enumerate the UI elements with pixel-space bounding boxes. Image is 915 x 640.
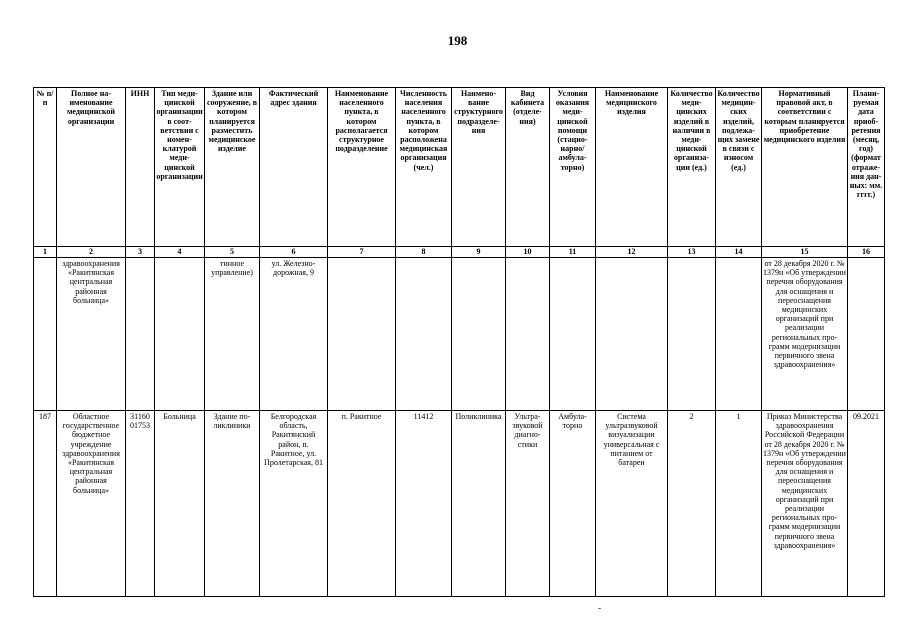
header-cell: Количество медицинских изделий, подлежащих замене в связи с износом (ед.) bbox=[716, 88, 762, 247]
table-cell: здравоохранения «Ракитянская центральная районная больница» bbox=[57, 258, 126, 411]
table-row bbox=[34, 258, 885, 411]
header-cell: Количество медицинских изделий в наличии в медицинской организации (ед.) bbox=[668, 88, 716, 247]
table-cell: ул. Железнодорожная, 9 bbox=[260, 258, 328, 411]
header-cell: Условия оказания медицинской помощи (стационарно/ амбулаторно) bbox=[550, 88, 596, 247]
table-cell: 31160 01753 bbox=[126, 411, 155, 597]
column-number: 5 bbox=[205, 247, 260, 258]
equipment-table bbox=[33, 87, 885, 597]
column-number: 4 bbox=[155, 247, 205, 258]
table-cell: 11412 bbox=[396, 411, 452, 597]
table-cell bbox=[396, 258, 452, 411]
header-cell: № п/п bbox=[34, 88, 57, 247]
table-cell: 09.2021 bbox=[848, 411, 885, 597]
table-cell: Поликлиника bbox=[452, 411, 506, 597]
table-cell bbox=[506, 258, 550, 411]
column-number: 15 bbox=[762, 247, 848, 258]
header-cell: Планируемая дата приобретения (месяц, год) (формат отражения данных: мм. гггг.) bbox=[848, 88, 885, 247]
column-number: 6 bbox=[260, 247, 328, 258]
table-cell bbox=[34, 258, 57, 411]
table-cell: Больница bbox=[155, 411, 205, 597]
page-number: 198 bbox=[447, 33, 468, 48]
column-number: 16 bbox=[848, 247, 885, 258]
table-cell: Система ультразвуковой визуализации универсальная с питанием от батареи bbox=[596, 411, 668, 597]
column-number: 12 bbox=[596, 247, 668, 258]
table-cell: Амбулаторно bbox=[550, 411, 596, 597]
table-cell bbox=[848, 258, 885, 411]
column-number: 8 bbox=[396, 247, 452, 258]
table-cell bbox=[550, 258, 596, 411]
table-row bbox=[34, 411, 885, 597]
column-number: 13 bbox=[668, 247, 716, 258]
table-cell: тинное управление) bbox=[205, 258, 260, 411]
column-number: 14 bbox=[716, 247, 762, 258]
table-cell bbox=[668, 258, 716, 411]
header-cell: Численность населения населенного пункта, в котором расположена медицинская организация (чел.) bbox=[396, 88, 452, 247]
header-cell: Здание или сооружение, в котором планируется разместить медицинское изделие bbox=[205, 88, 260, 247]
header-cell: Наименование населенного пункта, в котором располагается структурное подразделение bbox=[328, 88, 396, 247]
header-cell: Тип медицинской организации в соответствии с номенклатурой медицинской организации bbox=[155, 88, 205, 247]
scan-mark bbox=[598, 608, 601, 609]
table-cell: 2 bbox=[668, 411, 716, 597]
column-number-row bbox=[34, 247, 885, 258]
column-number: 7 bbox=[328, 247, 396, 258]
table-cell: Белгородская область, Ракитянский район, п. Ракитное, ул. Пролетарская, 81 bbox=[260, 411, 328, 597]
table-cell bbox=[328, 258, 396, 411]
header-cell: Вид кабинета (отделения) bbox=[506, 88, 550, 247]
header-cell: Наименование структурного подразделения bbox=[452, 88, 506, 247]
header-cell: Наименование медицинского изделия bbox=[596, 88, 668, 247]
table-cell bbox=[126, 258, 155, 411]
header-row bbox=[34, 88, 885, 247]
table-cell: Приказ Министерства здравоохранения Российской Федерации от 28 декабря 2020 г. № 1379н «Об утверждении перечня оборудования для оснащения и переоснащения медицинских организаций при реализации региональных программ модернизации первичного звена здравоохранения» bbox=[762, 411, 848, 597]
table-cell bbox=[155, 258, 205, 411]
header-cell: Полное наименование медицинской организации bbox=[57, 88, 126, 247]
table-cell: 1 bbox=[716, 411, 762, 597]
header-cell: Фактический адрес здания bbox=[260, 88, 328, 247]
column-number: 11 bbox=[550, 247, 596, 258]
header-cell: ИНН bbox=[126, 88, 155, 247]
column-number: 10 bbox=[506, 247, 550, 258]
table-cell bbox=[716, 258, 762, 411]
table-cell: Здание поликлиники bbox=[205, 411, 260, 597]
column-number: 1 bbox=[34, 247, 57, 258]
table-cell: Ультразвуковой диагностики bbox=[506, 411, 550, 597]
header-cell: Нормативный правовой акт, в соответствии с которым планируется приобретение медицинского изделия bbox=[762, 88, 848, 247]
table-cell: от 28 декабря 2020 г. № 1379н «Об утверждении перечня оборудования для оснащения и переоснащения медицинских организаций при реализации региональных программ модернизации первичного звена здравоохранения» bbox=[762, 258, 848, 411]
table-cell bbox=[452, 258, 506, 411]
table-cell: 187 bbox=[34, 411, 57, 597]
column-number: 9 bbox=[452, 247, 506, 258]
column-number: 2 bbox=[57, 247, 126, 258]
table-cell: Областное государственное бюджетное учреждение здравоохранения «Ракитянская центральная районная больница» bbox=[57, 411, 126, 597]
table-cell: п. Ракитное bbox=[328, 411, 396, 597]
table-cell bbox=[596, 258, 668, 411]
column-number: 3 bbox=[126, 247, 155, 258]
